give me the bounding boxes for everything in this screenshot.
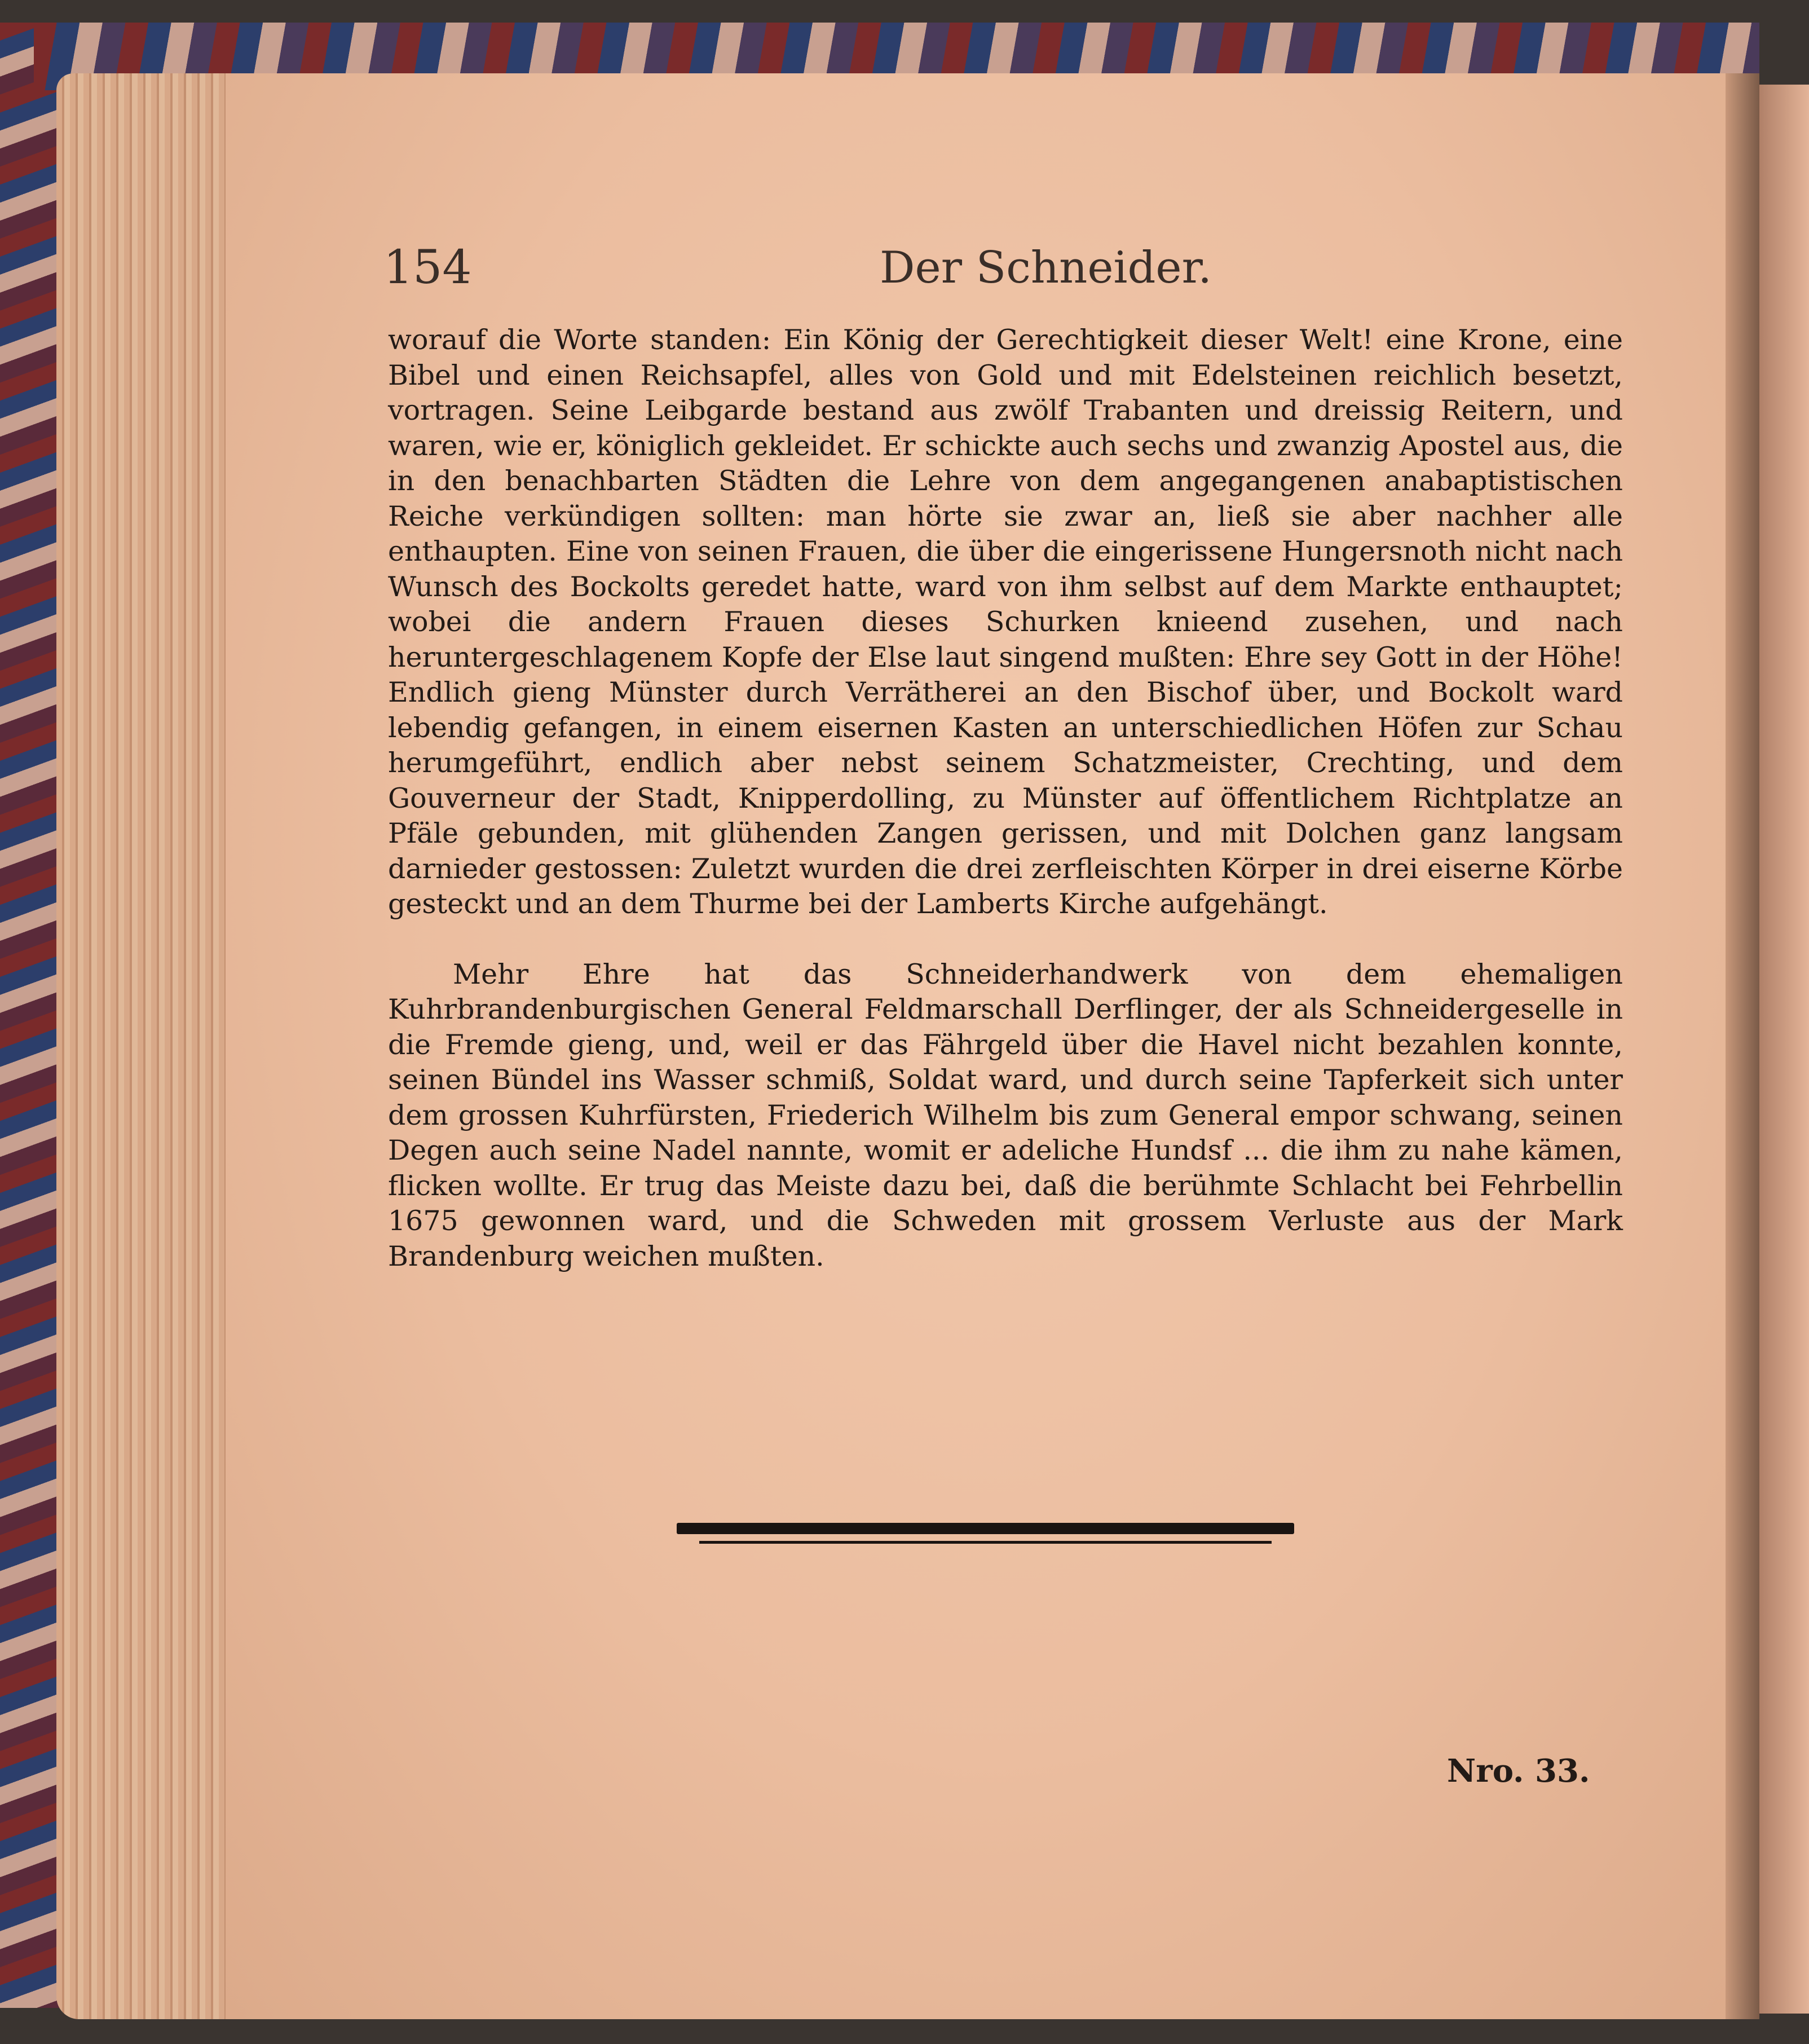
facing-page-edge [1759,85,1809,2014]
body-text [388,323,1623,1274]
running-title: Der Schneider. [880,243,1212,293]
page-edges [56,73,237,2019]
paragraph: Mehr Ehre hat das Schneiderhandwerk von dem ehemaligen Kuhrbrandenburgischen General Feldmarschall Derflinger, der als Schneidergeselle in die Fremde gieng, und, weil er das Fährgeld über die Havel nicht bezahlen konnte, seinen Bündel ins Wasser schmiß, Soldat ward, und durch seine Tapferkeit sich unter dem grossen Kuhrfürsten, Friederich Wilhelm bis zum General empor schwang, seinen Degen auch seine Nadel nannte, womit er adeliche Hundsf ... die ihm zu nahe kämen, flicken wollte. Er trug das Meiste dazu bei, daß die berühmte Schlacht bei Fehrbellin 1675 gewonnen ward, und die Schweden mit grossem Verluste aus der Mark Brandenburg weichen mußten. [388,958,1623,1272]
page-header [383,243,1624,293]
catchword: Nro. 33. [1447,1752,1590,1790]
page-number: 154 [383,241,472,294]
divider-thick-line [677,1523,1294,1534]
book-gutter [1726,73,1759,2019]
divider-thin-line [699,1541,1272,1544]
section-divider [677,1523,1294,1544]
paragraph: worauf die Worte standen: Ein König der Gerechtigkeit dieser Welt! eine Krone, eine Bibel und einen Reichsapfel, alles von Gold und mit Edelsteinen reichlich besetzt, vortragen. Seine Leibgarde bestand aus zwölf Trabanten und dreissig Reitern, und waren, wie er, königlich gekleidet. Er schickte auch sechs und zwanzig Apostel aus, die in den benachbarten Städten die Lehre von dem angegangenen anabaptistischen Reiche verkündigen sollten: man hörte sie zwar an, ließ sie aber nachher alle enthaupten. Eine von seinen Frauen, die über die eingerissene Hungersnoth nicht nach Wunsch des Bockolts geredet hatte, ward von ihm selbst auf dem Markte enthauptet; wobei die andern Frauen dieses Schurken knieend zusehen, und nach heruntergeschlagenem Kopfe der Else laut singend mußten: Ehre sey Gott in der Höhe! Endlich gieng Münster durch Verrätherei an den Bischof über, und Bockolt ward lebendig gefangen, in einem eisernen Kasten an unterschiedlichen Höfen zur Schau herumgeführt, endlich aber nebst seinem Schatzmeister, Crechting, und dem Gouverneur der Stadt, Knipperdolling, zu Münster auf öffentlichem Richtplatze an Pfäle gebunden, mit glühenden Zangen gerissen, und mit Dolchen ganz langsam darnieder gestossen: Zuletzt wurden die drei zerfleischten Körper in drei eiserne Körbe gesteckt und an dem Thurme bei der Lamberts Kirche aufgehängt. [388,324,1623,920]
